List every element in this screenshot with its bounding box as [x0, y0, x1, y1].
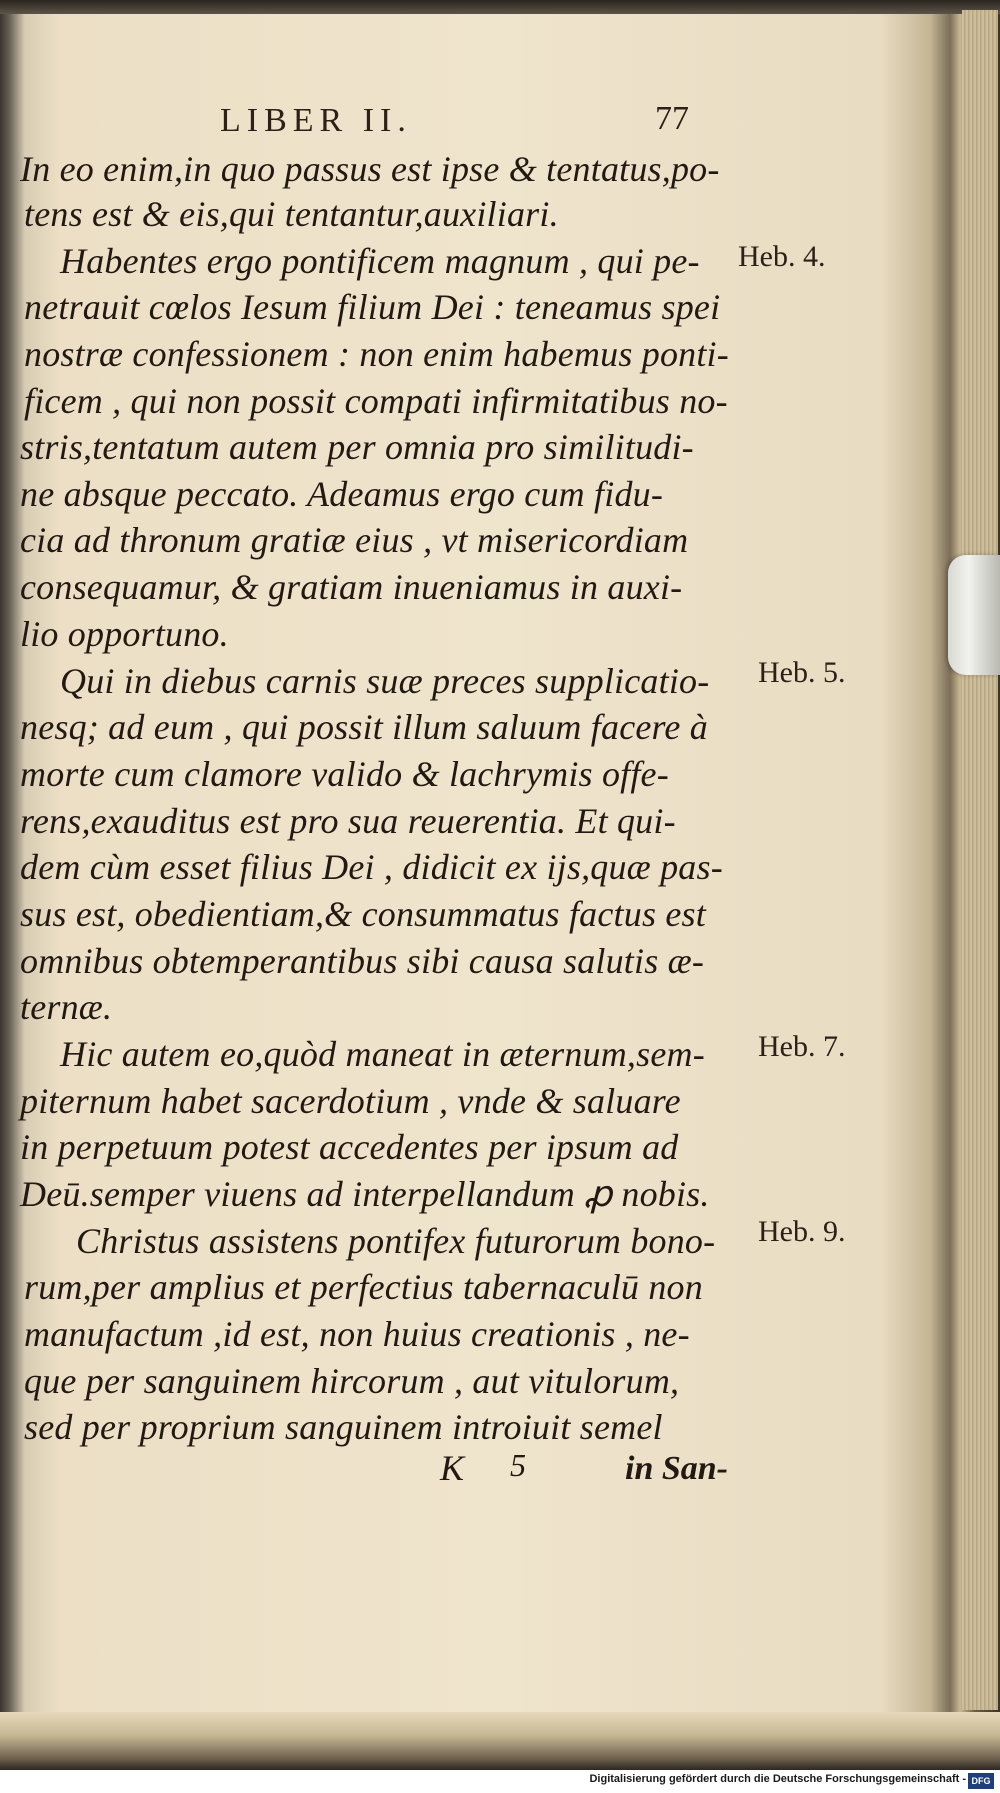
- text-line: nesq; ad eum , qui possit illum saluum facere à: [20, 707, 709, 747]
- text-line: rens,exauditus est pro sua reuerentia. Et qui-: [20, 801, 676, 841]
- text-line: Hic autem eo,quòd maneat in æternum,sem-: [60, 1034, 705, 1074]
- text-line: consequamur, & gratiam inueniamus in auxi-: [20, 567, 683, 607]
- text-line: ternæ.: [20, 987, 113, 1027]
- signature-number: 5: [510, 1447, 526, 1483]
- text-line: cia ad thronum gratiæ eius , vt misericordiam: [20, 520, 689, 560]
- text-line: nostræ confessionem : non enim habemus ponti-: [24, 334, 729, 374]
- dfg-logo: DFG: [968, 1773, 994, 1789]
- catchword: in San-: [625, 1450, 728, 1487]
- text-line: omnibus obtemperantibus sibi causa salutis æ-: [20, 941, 705, 981]
- text-line: morte cum clamore valido & lachrymis offe-: [20, 754, 669, 794]
- text-line: lio opportuno.: [20, 614, 229, 654]
- margin-gloss: Heb. 4.: [738, 240, 826, 273]
- margin-gloss: Heb. 7.: [758, 1030, 846, 1063]
- book-bottom-edge: [0, 1712, 1000, 1770]
- margin-gloss: Heb. 5.: [758, 656, 846, 689]
- text-line: netrauit cœlos Iesum filium Dei : teneamus spei: [24, 287, 721, 327]
- text-line: in perpetuum potest accedentes per ipsum ad: [20, 1127, 679, 1167]
- footer-credit: Digitalisierung gefördert durch die Deutsche Forschungsgemeinschaft -: [589, 1773, 966, 1785]
- text-line: stris,tentatum autem per omnia pro similitudi-: [20, 427, 694, 467]
- text-line: Christus assistens pontifex futurorum bono-: [76, 1221, 716, 1261]
- text-line: sed per proprium sanguinem introiuit semel: [24, 1407, 663, 1447]
- text-line: Habentes ergo pontificem magnum , qui pe-: [60, 241, 700, 281]
- text-line: ne absque peccato. Adeamus ergo cum fidu-: [20, 474, 664, 514]
- text-line: rum,per amplius et perfectius tabernaculū non: [24, 1267, 703, 1307]
- signature-mark: K: [440, 1448, 465, 1488]
- text-line: dem cùm esset filius Dei , didicit ex ijs,quæ pas-: [20, 847, 723, 887]
- page-stack-edge: [962, 10, 998, 1710]
- margin-gloss: Heb. 9.: [758, 1215, 846, 1248]
- text-line: Deū.semper viuens ad interpellandum ꝓ nobis.: [20, 1174, 710, 1214]
- text-line: Qui in diebus carnis suæ preces supplicatio-: [60, 661, 710, 701]
- text-line: piternum habet sacerdotium , vnde & saluare: [20, 1081, 681, 1121]
- text-line: manufactum ,id est, non huius creationis , ne-: [24, 1314, 690, 1354]
- text-line: que per sanguinem hircorum , aut vitulorum,: [24, 1361, 680, 1401]
- text-line: tens est & eis,qui tentantur,auxiliari.: [24, 194, 559, 234]
- running-head: LIBER II.: [220, 102, 412, 139]
- page-number: 77: [655, 100, 689, 137]
- text-line: In eo enim,in quo passus est ipse & tentatus,po-: [20, 149, 720, 189]
- text-line: ficem , qui non possit compati infirmitatibus no-: [24, 381, 728, 421]
- text-line: sus est, obedientiam,& consummatus factus est: [20, 894, 706, 934]
